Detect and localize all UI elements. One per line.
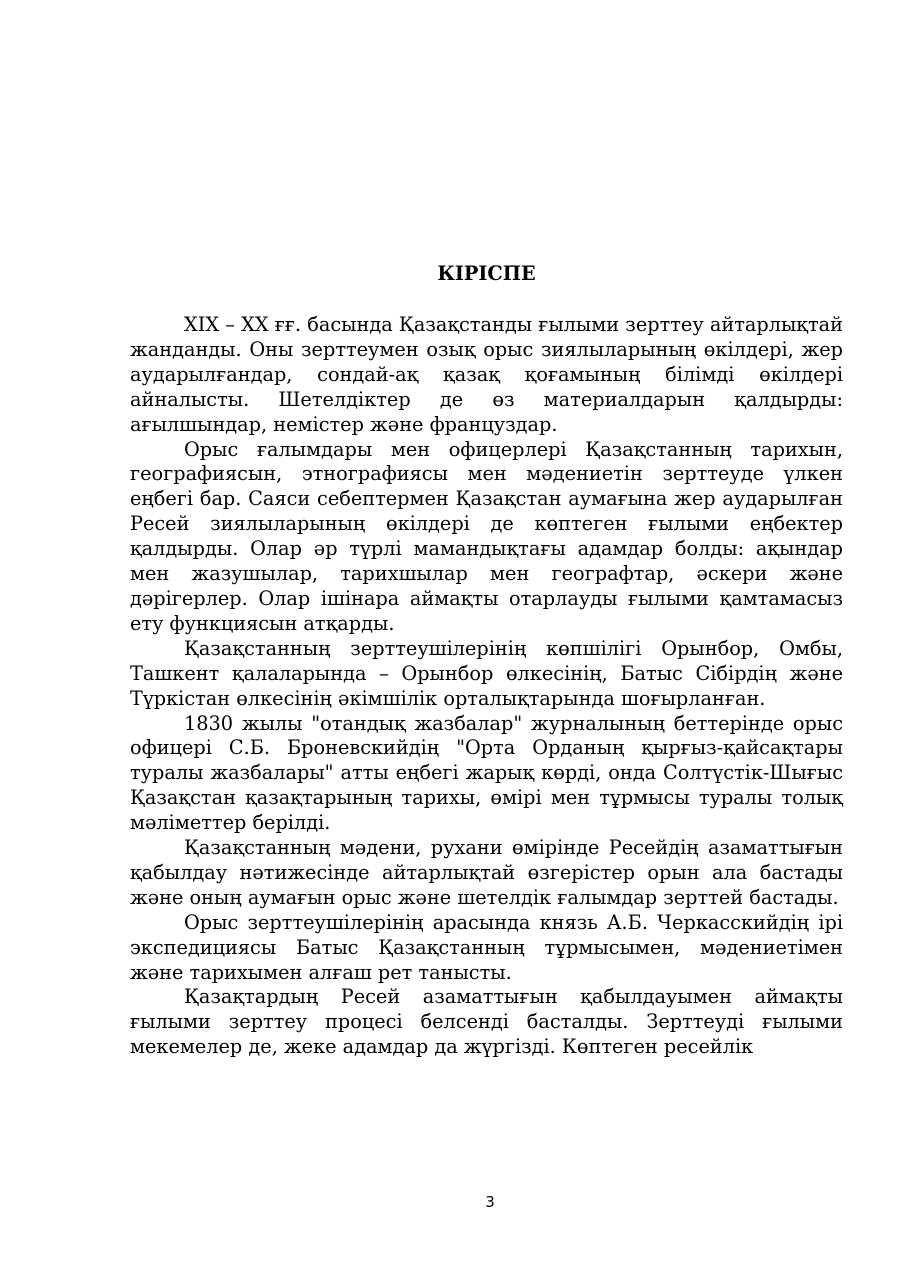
page-number: 3 xyxy=(485,1193,495,1211)
paragraph-6: Орыс зерттеушілерінің арасында князь А.Б. Черкасскийдің ірі экспедициясы Батыс Қазақстанның тұрмысымен, мәдениетімен және тарихымен алғаш рет танысты. xyxy=(130,910,843,984)
paragraph-7: Қазақтардың Ресей азаматтығын қабылдауымен аймақты ғылыми зерттеу процесі белсенді басталды. Зерттеуді ғылыми мекемелер де, жеке адамдар да жүргізді. Көптеген ресейлік xyxy=(130,985,843,1059)
paragraph-2: Орыс ғалымдары мен офицерлері Қазақстанның тарихын, географиясын, этнографиясы мен мәдениетін зерттеуде үлкен еңбегі бар. Саяси себептермен Қазақстан аумағына жер аударылған Ресей зиялыларының өкілдері де көптеген ғылыми еңбектер қалдырды. Олар әр түрлі мамандықтағы адамдар болды: ақындар мен жазушылар, тарихшылар мен географтар, әскери және дәрігерлер. Олар ішінара аймақты отарлауды ғылыми қамтамасыз ету функциясын атқарды. xyxy=(130,437,843,635)
paragraph-1: XIX – XX ғғ. басында Қазақстанды ғылыми зерттеу айтарлықтай жанданды. Оны зерттеумен озық орыс зиялыларының өкілдері, жер аударылғандар, сондай-ақ қазақ қоғамының білімді өкілдері айналысты. Шетелдіктер де өз материалдарын қалдырды: ағылшындар, немістер және француздар. xyxy=(130,313,843,436)
paragraph-4: 1830 жылы "отандық жазбалар" журналының беттерінде орыс офицері С.Б. Броневскийдің "Орта Орданың қырғыз-қайсақтары туралы жазбалары" атты еңбегі жарық көрді, онда Солтүстік-Шығыс Қазақстан қазақтарының тарихы, өмірі мен тұрмысы туралы толық мәліметтер берілді. xyxy=(130,711,843,835)
page-heading: КІРІСПЕ xyxy=(437,262,536,285)
paragraph-3: Қазақстанның зерттеушілерінің көпшілігі Орынбор, Омбы, Ташкент қалаларында – Орынбор өлкесінің, Батыс Сібірдің және Түркістан өлкесінің әкімшілік орталықтарында шоғырланған. xyxy=(130,636,843,710)
paragraph-5: Қазақстанның мәдени, рухани өмірінде Ресейдің азаматтығын қабылдау нәтижесінде айтарлықтай өзгерістер орын ала бастады және оның аумағын орыс және шетелдік ғалымдар зерттей бастады. xyxy=(130,836,843,909)
page-body xyxy=(130,262,843,1060)
